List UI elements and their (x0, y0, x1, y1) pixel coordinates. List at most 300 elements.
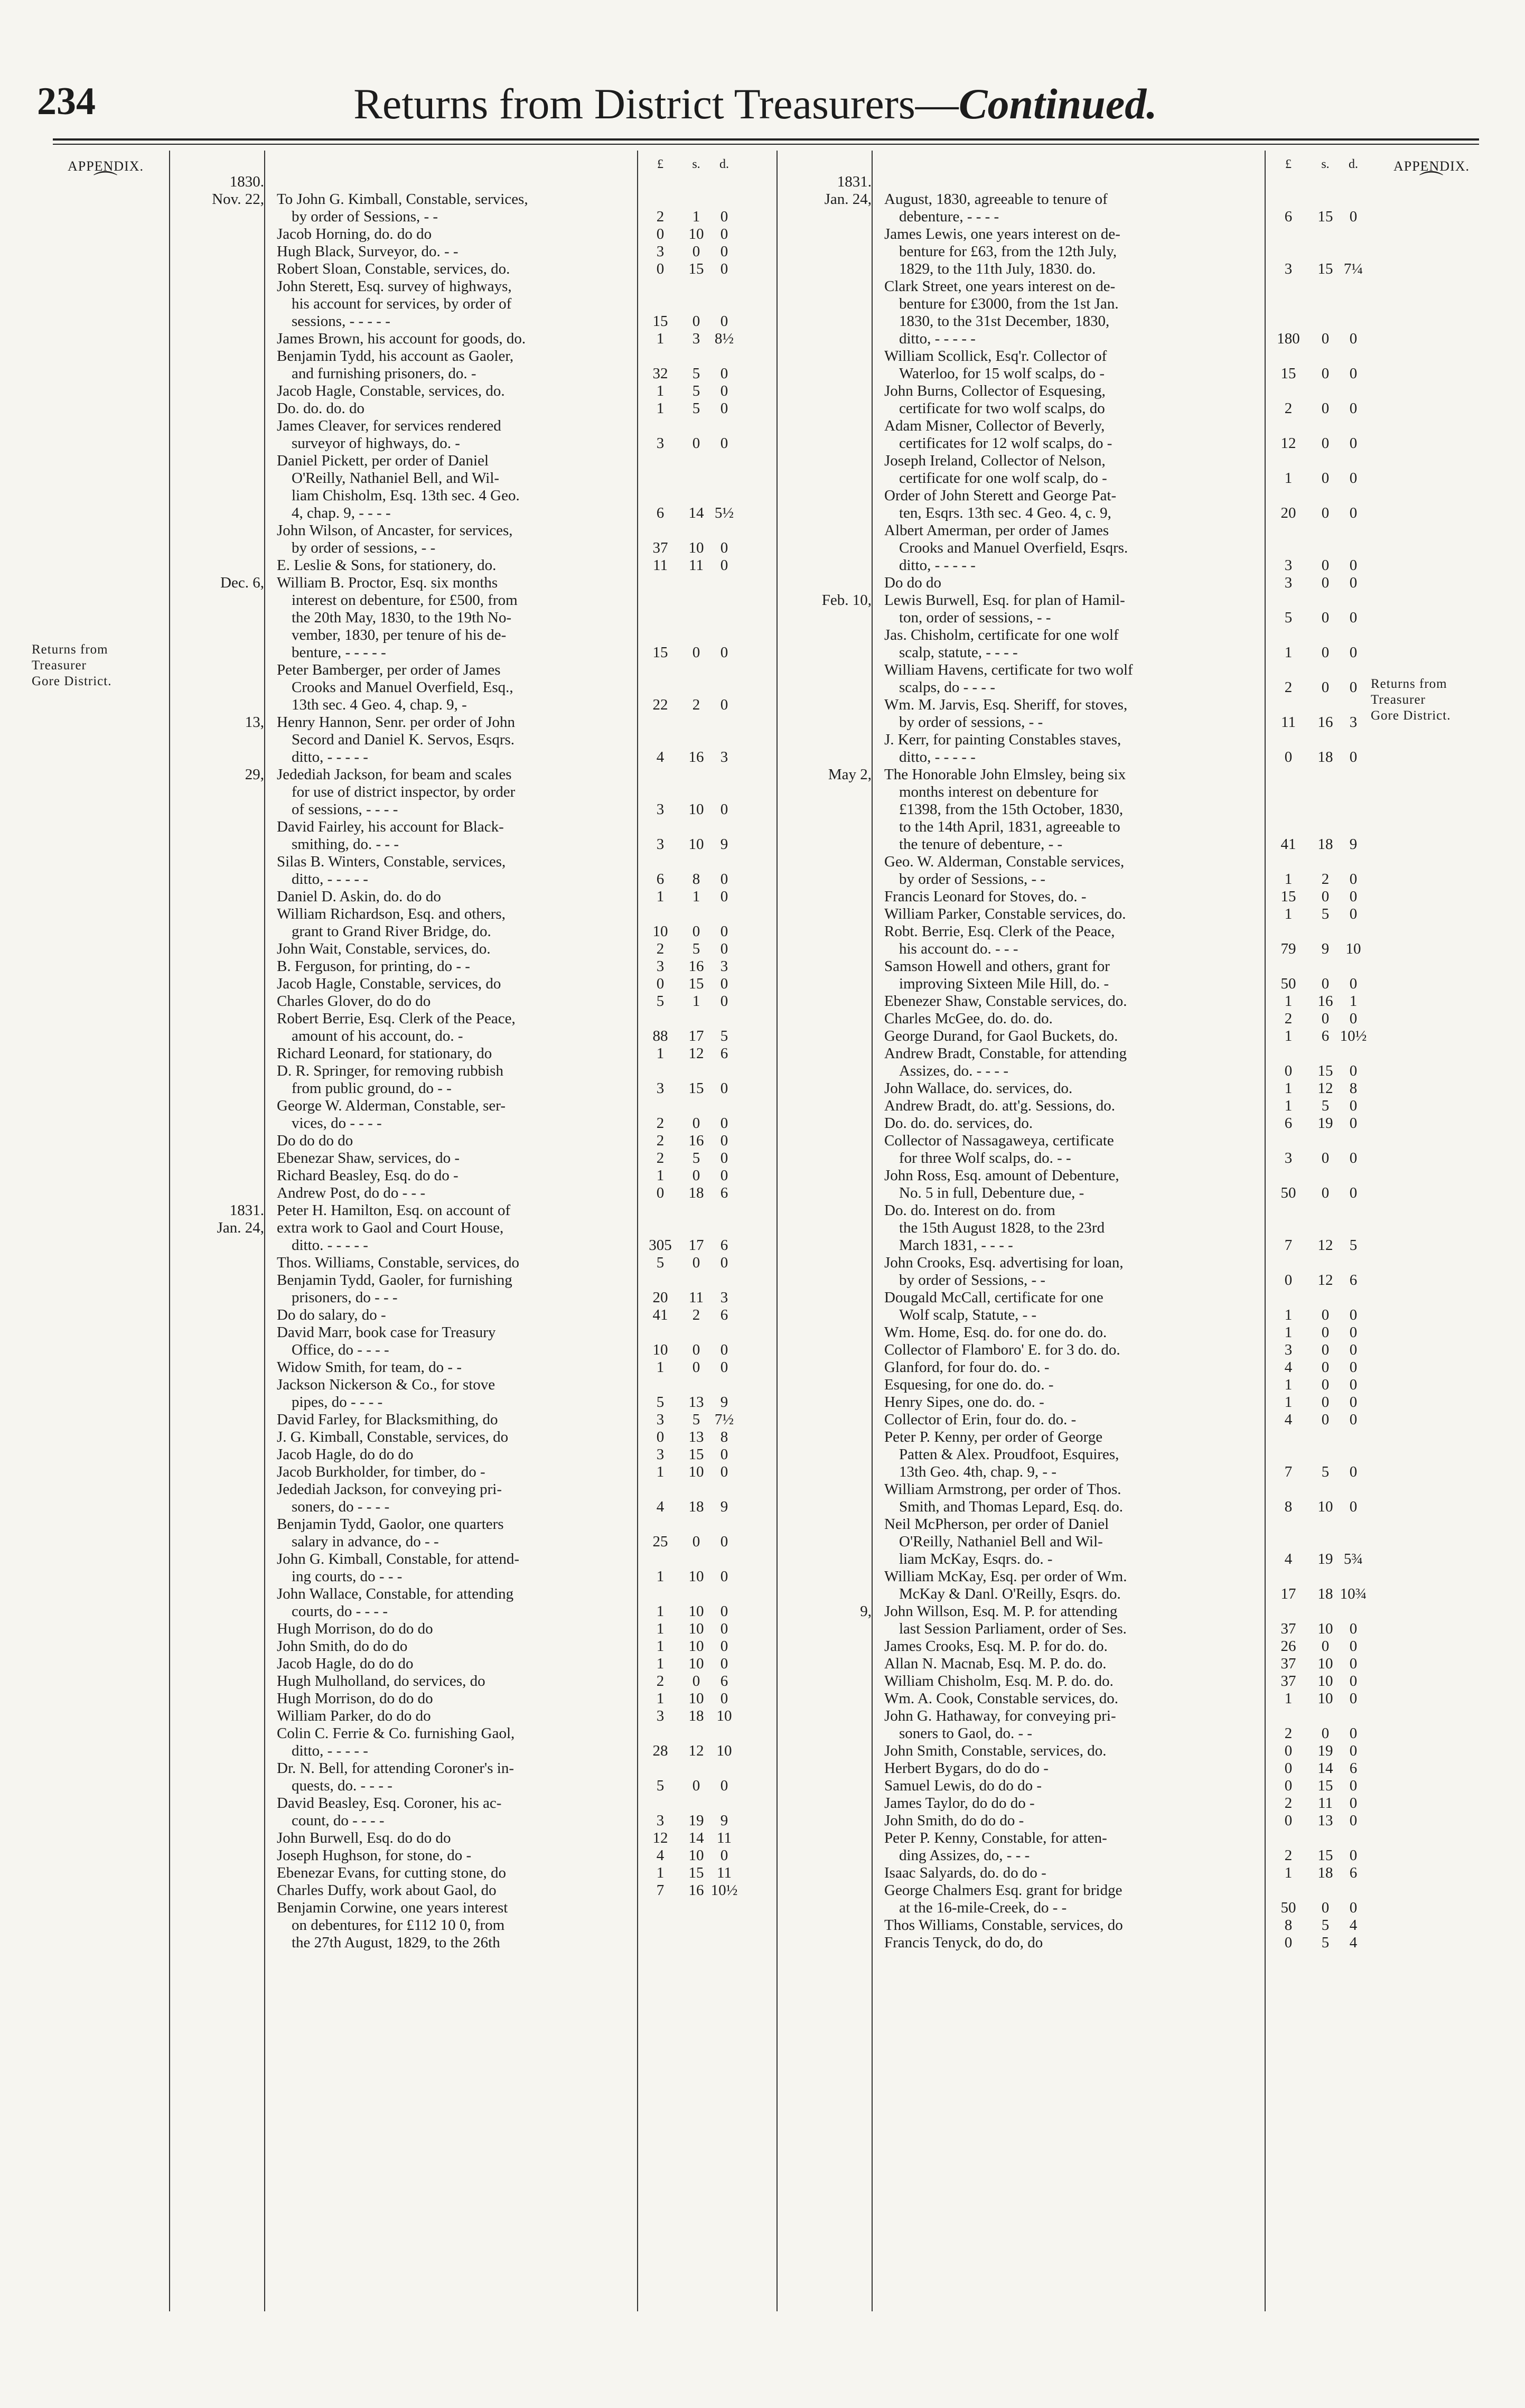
entry-date (776, 1481, 879, 1516)
entry-amount (637, 1899, 740, 1952)
title-continued: Continued. (958, 80, 1157, 128)
entry-amount (1265, 226, 1368, 278)
entry-description (272, 1045, 637, 1062)
amount-pence: 10½ (1340, 1028, 1367, 1044)
description-line: sessions, - - - - - (292, 313, 390, 330)
entry-date (776, 1707, 879, 1742)
entry-date (169, 1376, 272, 1411)
description-line: Clark Street, one years interest on de- (884, 278, 1116, 295)
entry-description (879, 696, 1265, 731)
description-line: liam Chisholm, Esq. 13th sec. 4 Geo. (292, 487, 520, 504)
ledger-entry (169, 1010, 740, 1045)
amount-pence: 0 (1349, 1463, 1358, 1480)
entry-description (272, 1760, 637, 1795)
entry-date (776, 574, 879, 592)
amount-pence: 0 (720, 871, 728, 888)
description-line: ditto, - - - - - (292, 1742, 368, 1759)
entry-amount (637, 818, 740, 853)
amount-pounds: 2 (656, 940, 665, 957)
entry-description (272, 574, 637, 661)
ledger-entry (776, 1080, 1368, 1097)
amount-shillings: 10 (688, 801, 704, 818)
description-line: Hugh Mulholland, do services, do (277, 1673, 485, 1690)
entry-amount (1265, 1359, 1368, 1376)
description-line: Joseph Ireland, Collector of Nelson, (884, 452, 1106, 469)
amount-shillings: 0 (1321, 557, 1330, 574)
description-line: William McKay, Esq. per order of Wm. (884, 1568, 1127, 1585)
entry-amount (637, 417, 740, 452)
ledger-entry (776, 888, 1368, 906)
description-line: courts, do - - - - (292, 1603, 388, 1620)
description-line: on debentures, for £112 10 0, from (292, 1917, 505, 1934)
ledger-entry (776, 1324, 1368, 1341)
ledger-entry (776, 1690, 1368, 1707)
amount-pence: 0 (720, 940, 728, 957)
entry-amount (637, 452, 740, 522)
entry-date (169, 1097, 272, 1132)
amount-pounds: 1 (1284, 1394, 1293, 1411)
brace-ornament-left: ⌒ (93, 170, 118, 197)
margin-note-line: Treasurer (1371, 693, 1426, 707)
entry-date (169, 1132, 272, 1150)
entry-description (272, 452, 637, 522)
amount-pence: 0 (1349, 1062, 1358, 1079)
ledger-entry (169, 226, 740, 243)
amount-pence: 0 (1349, 208, 1358, 225)
ledger-entry (776, 853, 1368, 888)
description-line: benture for £63, from the 12th July, (899, 243, 1117, 260)
entry-description (272, 975, 637, 993)
entry-amount (637, 522, 740, 557)
amount-pence: 0 (1349, 1184, 1358, 1201)
amount-pence: 7½ (714, 1411, 734, 1428)
amount-pence: 0 (1349, 470, 1358, 487)
entry-amount (637, 1760, 740, 1795)
amount-shillings: 0 (692, 1673, 700, 1690)
description-line: Ebenezar Shaw, services, do - (277, 1150, 460, 1166)
entry-date (776, 1045, 879, 1080)
description-line: improving Sixteen Mile Hill, do. - (899, 975, 1109, 992)
entry-amount (637, 278, 740, 330)
amount-pounds: 0 (1284, 1062, 1293, 1079)
amount-shillings: 0 (1321, 574, 1330, 591)
entry-date (776, 1411, 879, 1429)
entry-date (169, 400, 272, 417)
description-line: Benjamin Tydd, his account as Gaoler, (277, 348, 514, 365)
ledger-entry (776, 1760, 1368, 1777)
amount-pence: 6 (720, 1306, 728, 1323)
ledger-entry (776, 1115, 1368, 1132)
entry-amount (1265, 1655, 1368, 1673)
description-line: Esquesing, for one do. do. - (884, 1376, 1054, 1393)
entry-date (776, 958, 879, 993)
entry-date: 1830. (229, 173, 264, 190)
amount-shillings: 0 (692, 1777, 700, 1794)
entry-date (169, 1167, 272, 1184)
description-line: Benjamin Tydd, Gaoler, for furnishing (277, 1272, 512, 1289)
amount-pence: 0 (720, 539, 728, 556)
entry-amount (1265, 382, 1368, 417)
amount-shillings: 0 (692, 1533, 700, 1550)
entry-description (272, 1463, 637, 1481)
entry-amount (637, 1132, 740, 1150)
description-line: Lewis Burwell, Esq. for plan of Hamil- (884, 592, 1125, 609)
amount-pounds: 0 (1284, 1812, 1293, 1829)
description-line: his account do. - - - (899, 940, 1018, 957)
amount-shillings: 10 (1317, 1673, 1333, 1690)
ledger-entry (169, 1184, 740, 1202)
ledger-entry (776, 522, 1368, 574)
description-line: pipes, do - - - - (292, 1394, 383, 1411)
amount-shillings: 19 (1317, 1115, 1333, 1132)
ledger-entry (169, 173, 740, 191)
entry-description (879, 853, 1265, 888)
description-line: Henry Hannon, Senr. per order of John (277, 714, 516, 731)
entry-date (776, 1132, 879, 1167)
amount-shillings: 17 (688, 1237, 704, 1254)
amount-pounds: 3 (1284, 574, 1293, 591)
amount-pence: 0 (1349, 1341, 1358, 1358)
ledger-entry (169, 400, 740, 417)
entry-description (879, 1429, 1265, 1481)
description-line: August, 1830, agreeable to tenure of (884, 191, 1108, 208)
entry-date (776, 906, 879, 923)
ledger-entry (169, 382, 740, 400)
amount-pounds: 79 (1280, 940, 1296, 957)
entry-amount (1265, 1080, 1368, 1097)
entry-amount (1265, 173, 1368, 191)
entry-amount (637, 1516, 740, 1551)
description-line: Order of John Sterett and George Pat- (884, 487, 1117, 504)
entry-description (272, 260, 637, 278)
entry-description (272, 1864, 637, 1882)
entry-description (272, 1010, 637, 1045)
entry-description (272, 1620, 637, 1638)
entry-description (272, 1150, 637, 1167)
description-line: John Burwell, Esq. do do do (277, 1830, 451, 1846)
amount-pounds: 180 (1277, 330, 1300, 347)
description-line: Andrew Bradt, do. att'g. Sessions, do. (884, 1097, 1115, 1114)
entry-date (169, 993, 272, 1010)
entry-amount (637, 348, 740, 382)
ledger-entry (169, 330, 740, 348)
entry-date (776, 1673, 879, 1690)
ledger-entry (169, 452, 740, 522)
description-line: prisoners, do - - - (292, 1289, 398, 1306)
amount-shillings: 11 (689, 557, 704, 574)
entry-date (169, 1446, 272, 1463)
entry-date (776, 1080, 879, 1097)
amount-pounds: 3 (656, 1080, 665, 1097)
description-line: John Burns, Collector of Esquesing, (884, 382, 1106, 399)
entry-description (272, 278, 637, 330)
description-line: Waterloo, for 15 wolf scalps, do - (899, 365, 1105, 382)
amount-pence: 9 (720, 1394, 728, 1411)
amount-shillings: 14 (688, 1830, 704, 1846)
description-line: grant to Grand River Bridge, do. (292, 923, 491, 940)
entry-amount (637, 993, 740, 1010)
entry-amount (1265, 1097, 1368, 1115)
appendix-label-left (53, 158, 158, 197)
ledger-entry (776, 1254, 1368, 1289)
entry-date: Jan. 24, (824, 191, 872, 208)
amount-pounds: 10 (652, 1341, 668, 1358)
description-line: last Session Parliament, order of Ses. (899, 1620, 1127, 1637)
header-spacer (169, 156, 272, 173)
entry-description (879, 1568, 1265, 1603)
description-line: liam McKay, Esqrs. do. - (899, 1551, 1053, 1567)
entry-description (879, 1045, 1265, 1080)
description-line: £1398, from the 15th October, 1830, (899, 801, 1124, 818)
entry-amount (637, 766, 740, 818)
amount-pounds: 1 (656, 888, 665, 905)
entry-amount (1265, 1028, 1368, 1045)
description-line: by order of Sessions, - - (899, 871, 1046, 888)
entry-amount (1265, 1603, 1368, 1638)
description-line: Collector of Erin, four do. do. - (884, 1411, 1077, 1428)
entry-amount (637, 975, 740, 993)
entry-date (169, 1899, 272, 1952)
entry-date (169, 382, 272, 400)
entry-date (776, 1429, 879, 1481)
amount-pounds: 1 (656, 1568, 665, 1585)
amount-pence: 0 (1349, 1376, 1358, 1393)
amount-pence: 0 (720, 1080, 728, 1097)
ledger-entry (776, 1777, 1368, 1795)
amount-shillings: 15 (688, 1446, 704, 1463)
currency-unit: s. (1321, 157, 1330, 171)
left-ledger-column (169, 151, 740, 2311)
amount-shillings: 13 (1317, 1812, 1333, 1829)
description-line: Colin C. Ferrie & Co. furnishing Gaol, (277, 1725, 515, 1742)
amount-shillings: 10 (688, 836, 704, 853)
amount-shillings: 5 (692, 400, 700, 417)
ledger-entry (776, 1516, 1368, 1568)
amount-shillings: 0 (1321, 679, 1330, 696)
entry-amount (1265, 1795, 1368, 1812)
entry-amount (1265, 1760, 1368, 1777)
entry-amount (637, 1219, 740, 1254)
amount-shillings: 16 (688, 958, 704, 975)
amount-pounds: 3 (1284, 557, 1293, 574)
column-rule (637, 151, 638, 2311)
amount-pence: 0 (720, 1341, 728, 1358)
description-line: Peter H. Hamilton, Esq. on account of (277, 1202, 511, 1219)
entry-date: 9, (860, 1603, 872, 1620)
ledger-entry (169, 1097, 740, 1132)
description-line: John Sterett, Esq. survey of highways, (277, 278, 512, 295)
entry-amount (1265, 766, 1368, 853)
ledger-entry (169, 1463, 740, 1481)
ledger-entry (776, 1359, 1368, 1376)
description-line: Jedediah Jackson, for beam and scales (277, 766, 512, 783)
entry-amount (637, 1882, 740, 1899)
entry-description (879, 1289, 1265, 1324)
description-line: Wm. Home, Esq. do. for one do. do. (884, 1324, 1107, 1341)
entry-amount (1265, 888, 1368, 906)
amount-pence: 0 (720, 1446, 728, 1463)
entry-description (272, 714, 637, 766)
entry-date (169, 330, 272, 348)
amount-pounds: 0 (1284, 1934, 1293, 1951)
entry-description (879, 1080, 1265, 1097)
amount-shillings: 2 (692, 696, 700, 713)
amount-pence: 0 (720, 1690, 728, 1707)
amount-shillings: 12 (1317, 1272, 1333, 1289)
amount-shillings: 0 (692, 644, 700, 661)
amount-shillings: 10 (1317, 1498, 1333, 1515)
amount-shillings: 0 (692, 1254, 700, 1271)
entry-amount (637, 1673, 740, 1690)
entry-description (272, 1376, 637, 1411)
entry-amount (1265, 1864, 1368, 1882)
entry-description (272, 1707, 637, 1725)
amount-pounds: 4 (656, 1498, 665, 1515)
amount-pounds: 1 (656, 330, 665, 347)
amount-pounds: 8 (1284, 1498, 1293, 1515)
margin-note-left (32, 642, 169, 689)
entry-amount (637, 714, 740, 766)
currency-unit: d. (1349, 157, 1358, 171)
description-line: 4, chap. 9, - - - - (292, 505, 391, 521)
description-line: Peter P. Kenny, Constable, for atten- (884, 1830, 1107, 1846)
amount-pounds: 1 (1284, 1080, 1293, 1097)
entry-date (169, 818, 272, 853)
entry-amount (1265, 1568, 1368, 1603)
amount-pence: 0 (1349, 1359, 1358, 1376)
amount-pence: 0 (720, 260, 728, 277)
entry-description (879, 1516, 1265, 1568)
entry-description (879, 1795, 1265, 1812)
entry-date (776, 661, 879, 696)
entry-amount (1265, 1882, 1368, 1917)
amount-pounds: 5 (656, 993, 665, 1010)
left-ledger-entries (169, 156, 740, 1952)
amount-pence: 3 (1349, 714, 1358, 731)
ledger-entry (169, 557, 740, 574)
amount-pounds: 5 (1284, 609, 1293, 626)
entry-description (272, 1167, 637, 1184)
description-line: Jacob Horning, do. do do (277, 226, 432, 242)
amount-shillings: 1 (692, 208, 700, 225)
amount-pence: 0 (1349, 435, 1358, 452)
amount-pence: 0 (720, 1463, 728, 1480)
entry-amount (637, 1097, 740, 1132)
entry-description (272, 417, 637, 452)
entry-description (272, 1830, 637, 1847)
description-line: Do do do (884, 574, 941, 591)
entry-date (169, 906, 272, 940)
entry-description (879, 1097, 1265, 1115)
entry-date (776, 888, 879, 906)
ledger-entry (776, 1167, 1368, 1202)
amount-pounds: 6 (1284, 1115, 1293, 1132)
entry-amount (1265, 906, 1368, 923)
amount-pence: 0 (1349, 1673, 1358, 1690)
entry-date (776, 1097, 879, 1115)
description-line: Assizes, do. - - - - (899, 1062, 1008, 1079)
entry-amount (637, 191, 740, 226)
entry-date (776, 1812, 879, 1830)
entry-amount (1265, 1917, 1368, 1934)
entry-description (879, 1202, 1265, 1254)
amount-pounds: 1 (1284, 1306, 1293, 1323)
amount-pence: 0 (1349, 505, 1358, 521)
amount-shillings: 12 (688, 1742, 704, 1759)
description-line: Charles Duffy, work about Gaol, do (277, 1882, 497, 1899)
description-line: Samuel Lewis, do do do - (884, 1777, 1042, 1794)
ledger-entry (169, 1446, 740, 1463)
ledger-entry (169, 1551, 740, 1585)
amount-pounds: 41 (652, 1306, 668, 1323)
entry-amount (637, 1725, 740, 1760)
ledger-entry (169, 1167, 740, 1184)
amount-shillings: 0 (692, 243, 700, 260)
description-line: John Smith, do do do (277, 1638, 408, 1655)
appendix-text-left: APPENDIX. (67, 158, 144, 174)
amount-pence: 0 (720, 1638, 728, 1655)
entry-amount (637, 1463, 740, 1481)
entry-amount (1265, 1010, 1368, 1028)
description-line: No. 5 in full, Debenture due, - (899, 1184, 1084, 1201)
description-line: certificate for one wolf scalp, do - (899, 470, 1107, 487)
margin-note-line: Treasurer (32, 658, 87, 673)
entry-date (776, 696, 879, 731)
entry-date (169, 1620, 272, 1638)
entry-description (272, 818, 637, 853)
amount-pounds: 15 (1280, 365, 1296, 382)
entry-date: Feb. 10, (821, 592, 872, 609)
amount-shillings: 5 (692, 382, 700, 399)
entry-description (272, 888, 637, 906)
amount-pounds: 0 (656, 260, 665, 277)
description-line: Richard Leonard, for stationary, do (277, 1045, 492, 1062)
amount-pounds: 1 (656, 1690, 665, 1707)
entry-description (272, 766, 637, 818)
entry-date (169, 853, 272, 888)
description-line: scalp, statute, - - - - (899, 644, 1018, 661)
amount-pounds: 15 (1280, 888, 1296, 905)
column-rule (872, 151, 873, 2311)
ledger-entry (776, 923, 1368, 958)
entry-amount (637, 382, 740, 400)
ledger-entry (776, 1707, 1368, 1742)
entry-date (776, 1376, 879, 1394)
amount-pence: 0 (720, 1655, 728, 1672)
ledger-entry (169, 243, 740, 260)
description-line: George Durand, for Gaol Buckets, do. (884, 1028, 1118, 1044)
amount-pence: 5½ (714, 505, 734, 521)
amount-pence: 0 (1349, 609, 1358, 626)
amount-pounds: 11 (1281, 714, 1296, 731)
entry-date (169, 1882, 272, 1899)
amount-shillings: 1 (692, 888, 700, 905)
amount-shillings: 5 (1321, 1097, 1330, 1114)
amount-pence: 0 (720, 365, 728, 382)
description-line: James Crooks, Esq. M. P. for do. do. (884, 1638, 1108, 1655)
entry-amount (637, 1324, 740, 1359)
entry-amount (637, 1638, 740, 1655)
amount-pounds: 0 (1284, 1777, 1293, 1794)
entry-date (169, 1516, 272, 1551)
entry-date (776, 348, 879, 382)
entry-date (169, 888, 272, 906)
description-line: ding Assizes, do, - - - (899, 1847, 1030, 1864)
amount-pounds: 1 (656, 1638, 665, 1655)
entry-description (879, 191, 1265, 226)
amount-pence: 0 (1349, 1899, 1358, 1916)
entry-date (776, 487, 879, 522)
